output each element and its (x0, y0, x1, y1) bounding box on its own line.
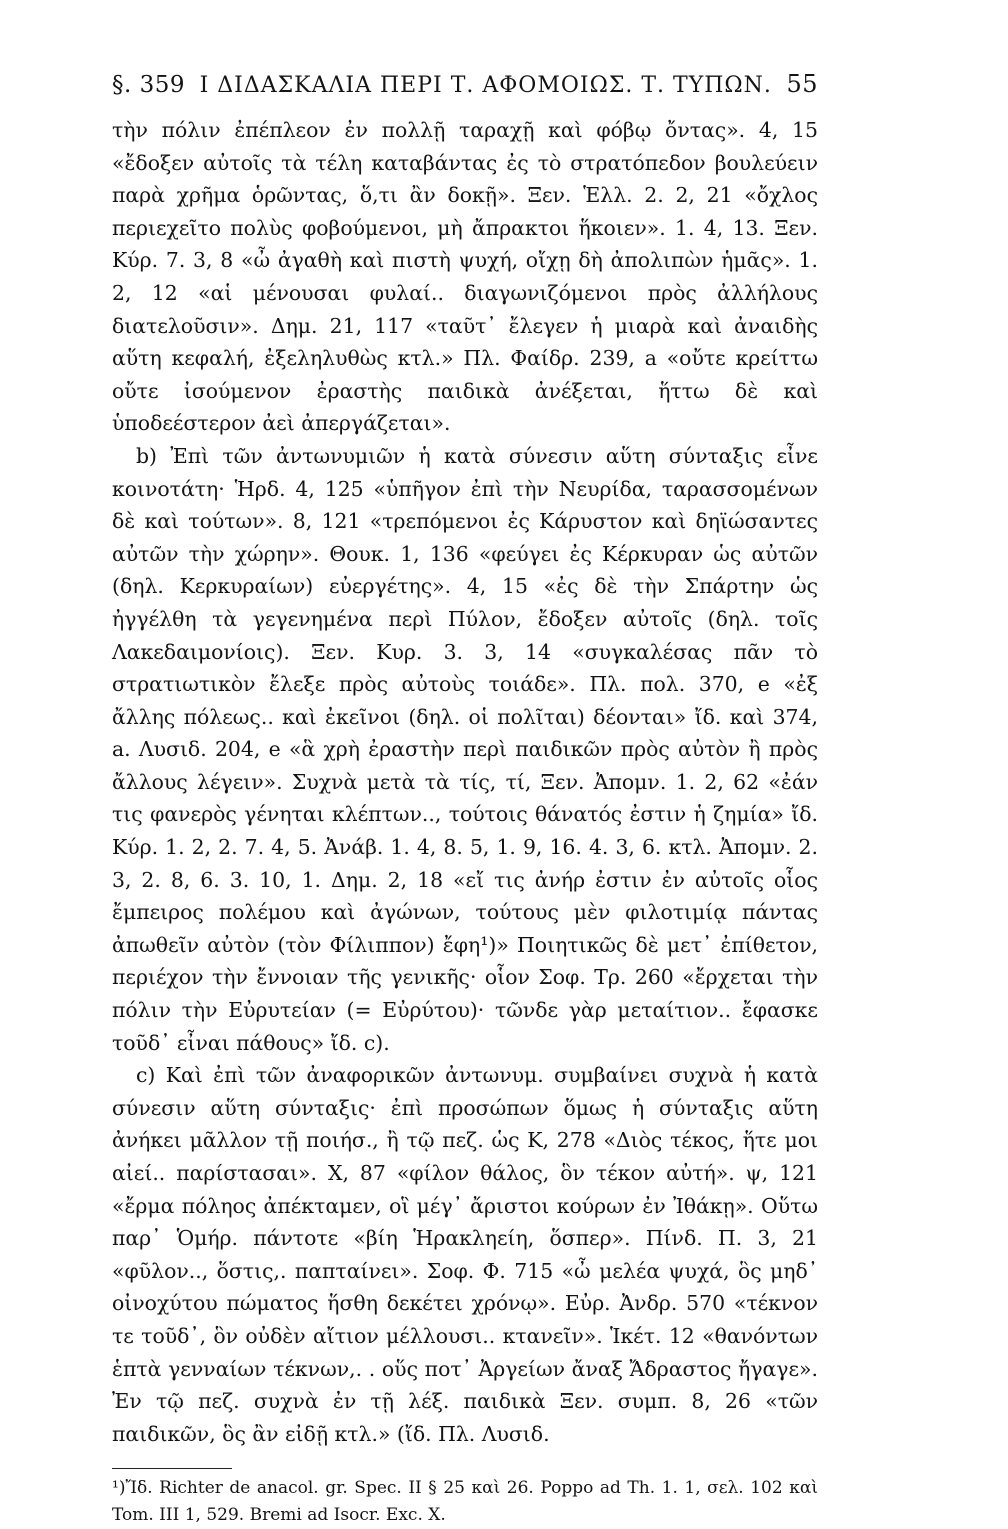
footnote: ¹)Ἴδ. Richter de anacol. gr. Spec. II § 25 καὶ 26. Poppo ad Th. 1. 1, σελ. 102 καὶ Tom. III 1, 529. Bremi ad Isocr. Exc. X. (112, 1478, 818, 1526)
paragraph-b: b) Ἐπὶ τῶν ἀντωνυμιῶν ἡ κατὰ σύνεσιν αὕτη σύνταξις εἶνε κοινοτάτη· Ἡρδ. 4, 125 «ὑπῆγον ἐπὶ τὴν Νευρίδα, ταρασσομένων δὲ καὶ τούτων». 8, 121 «τρεπόμενοι ἐς Κάρυστον καὶ δηϊώσαντες αὐτῶν τὴν χώρην». Θουκ. 1, 136 «φεύγει ἐς Κέρκυραν ὡς αὐτῶν (δηλ. Κερκυραίων) εὐεργέτης». 4, 15 «ἐς δὲ τὴν Σπάρτην ὡς ἠγγέλθη τὰ γεγενημένα περὶ Πύλον, ἔδοξεν αὐτοῖς (δηλ. τοῖς Λακεδαιμονίοις). Ξεν. Κυρ. 3. 3, 14 «συγκαλέσας πᾶν τὸ στρατιωτικὸν ἔλεξε πρὸς αὐτοὺς τοιάδε». Πλ. πολ. 370, e «ἐξ ἄλλης πόλεως.. καὶ ἐκεῖνοι (δηλ. οἱ πολῖται) δέονται» ἴδ. καὶ 374, a. Λυσιδ. 204, e «ἃ χρὴ ἐραστὴν περὶ παιδικῶν πρὸς αὐτὸν ἢ πρὸς ἄλλους λέγειν». Συχνὰ μετὰ τὰ τίς, τί, Ξεν. Ἀπομν. 1. 2, 62 «ἐάν τις φανερὸς γένηται κλέπτων.., τούτοις θάνατός ἐστιν ἡ ζημία» ἴδ. Κύρ. 1. 2, 2. 7. 4, 5. Ἀνάβ. 1. 4, 8. 5, 1. 9, 16. 4. 3, 6. κτλ. Ἀπομν. 2. 3, 2. 8, 6. 3. 10, 1. Δημ. 2, 18 «εἴ τις ἀνήρ ἐστιν ἐν αὐτοῖς οἷος ἔμπειρος πολέμου καὶ ἀγώνων, τούτους μὲν φιλοτιμίᾳ πάντας ἀπωθεῖν αὐτὸν (τὸν Φίλιππον) ἔφη¹)» Ποιητικῶς δὲ μετ᾽ ἐπίθετον, περιέχον τὴν ἔννοιαν τῆς γενικῆς· οἷον Σοφ. Τρ. 260 «ἔρχεται τὴν πόλιν τὴν Εὐρυτείαν (= Εὐρύτου)· τῶνδε γὰρ μεταίτιον.. ἔφασκε τοῦδ᾽ εἶναι πάθους» ἴδ. c). (112, 443, 818, 1055)
body-text (112, 114, 818, 1450)
paragraph-continuation: τὴν πόλιν ἐπέπλεον ἐν πολλῇ ταραχῇ καὶ φόβῳ ὄντας». 4, 15 «ἔδοξεν αὐτοῖς τὰ τέλη καταβάντας ἐς τὸ στρατόπεδον βουλεύειν παρὰ χρῆμα ὁρῶντας, ὅ,τι ἂν δοκῇ». Ξεν. Ἑλλ. 2. 2, 21 «ὄχλος περιεχεῖτο πολὺς φοβούμενοι, μὴ ἄπρακτοι ἥκοιεν». 1. 4, 13. Ξεν. Κύρ. 7. 3, 8 «ὦ ἀγαθὴ καὶ πιστὴ ψυχή, οἴχῃ δὴ ἀπολιπὼν ἡμᾶς». 1. 2, 12 «αἱ μένουσαι φυλαί.. διαγωνιζόμενοι πρὸς ἀλλήλους διατελοῦσιν». Δημ. 21, 117 «ταῦτ᾽ ἔλεγεν ἡ μιαρὰ καὶ ἀναιδὴς αὕτη κεφαλή, ἐξεληλυθὼς κτλ.» Πλ. Φαίδρ. 239, a «οὔτε κρείττω οὔτε ἰσούμενον ἐραστὴς παιδικὰ ἀνέξεται, ἥττω δὲ καὶ ὑποδεέστερον ἀεὶ ἀπεργάζεται». (112, 118, 818, 436)
page-header (112, 70, 818, 98)
page-number: 55 (786, 70, 818, 98)
footnote-divider (112, 1468, 232, 1469)
book-page (112, 70, 818, 1529)
running-title: Ι ΔΙΔΑΣΚΑΛΙΑ ΠΕΡΙ Τ. ΑΦΟΜΟΙΩΣ. Τ. ΤΥΠΩΝ. (199, 73, 772, 98)
section-number: §. 359 (112, 72, 186, 98)
paragraph-c: c) Καὶ ἐπὶ τῶν ἀναφορικῶν ἀντωνυμ. συμβαίνει συχνὰ ἡ κατὰ σύνεσιν αὕτη σύνταξις· ἐπὶ προσώπων ὅμως ἡ σύνταξις αὕτη ἀνήκει μᾶλλον τῇ ποιήσ., ἢ τῷ πεζ. ὡς Κ, 278 «Διὸς τέκος, ἥτε μοι αἰεί.. παρίστασαι». Χ, 87 «φίλον θάλος, ὃν τέκον αὐτή». ψ, 121 «ἔρμα πόληος ἀπέκταμεν, οἳ μέγ᾽ ἄριστοι κούρων ἐν Ἰθάκῃ». Οὕτω παρ᾽ Ὁμήρ. πάντοτε «βίη Ἡρακληείη, ὅσπερ». Πίνδ. Π. 3, 21 «φῦλον.., ὅστις,. παπταίνει». Σοφ. Φ. 715 «ὦ μελέα ψυχά, ὃς μηδ᾽ οἰνοχύτου πώματος ἥσθη δεκέτει χρόνῳ». Εὐρ. Ἀνδρ. 570 «τέκνον τε τοῦδ᾽, ὃν οὐδὲν αἴτιον μέλλουσι.. κτανεῖν». Ἱκέτ. 12 «θανόντων ἑπτὰ γενναίων τέκνων,. . οὕς ποτ᾽ Ἀργείων ἄναξ Ἄδραστος ἤγαγε». Ἐν τῷ πεζ. συχνὰ ἐν τῇ λέξ. παιδικὰ Ξεν. συμπ. 8, 26 «τῶν παιδικῶν, ὃς ἂν εἰδῇ κτλ.» (ἴδ. Πλ. Λυσιδ. (112, 1063, 818, 1446)
